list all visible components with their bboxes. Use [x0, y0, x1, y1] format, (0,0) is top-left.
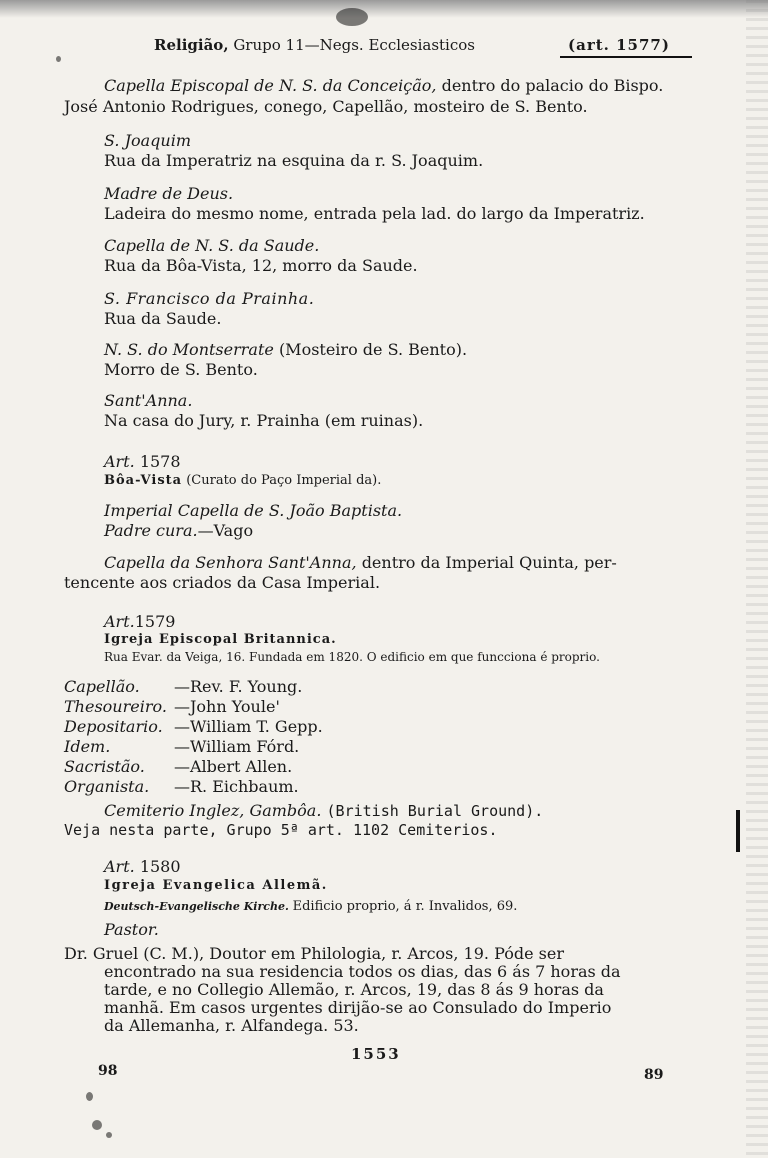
article-label: Art. [104, 452, 135, 471]
staff-name: —R. Eichbaum. [174, 777, 299, 796]
article-heading-1580 [104, 857, 181, 876]
staff-role: Idem. [64, 737, 111, 756]
staff-row [64, 677, 302, 696]
parish-name: Bôa-Vista [104, 473, 183, 488]
page-number-right: 89 [644, 1067, 664, 1083]
entry-title-s-francisco: S. Francisco da Prainha. [104, 289, 315, 308]
entry-address: Morro de S. Bento. [104, 360, 258, 379]
ink-smudge [56, 56, 61, 62]
church-name-britannica: Igreja Episcopal Britannica. [104, 632, 337, 647]
line-padre-cura [104, 521, 253, 540]
staff-row [64, 757, 292, 776]
staff-name: —Albert Allen. [174, 757, 293, 776]
line-chaplain: José Antonio Rodrigues, conego, Capellão, mosteiro de S. Bento. [64, 97, 588, 116]
pastor-paragraph-line: encontrado na sua residencia todos os dias, das 6 ás 7 horas da [104, 962, 621, 981]
staff-name: —William Fórd. [174, 737, 300, 756]
staff-role: Sacristão. [64, 757, 145, 776]
entry-title-capella-saude: Capella de N. S. da Saude. [104, 236, 320, 255]
staff-row [64, 717, 323, 736]
entry-title-s-joaquim: S. Joaquim [104, 131, 191, 150]
entry-title: Capella Episcopal de N. S. da Conceição, [104, 76, 437, 95]
staff-name: —William T. Gepp. [174, 717, 323, 736]
pastor-paragraph-line: manhã. Em casos urgentes dirijão-se ao Consulado do Imperio [104, 998, 612, 1017]
entry-title: N. S. do Montserrate [104, 340, 274, 359]
staff-row [64, 777, 299, 796]
staff-name: —John Youle' [174, 697, 280, 716]
line-boa-vista [104, 473, 381, 488]
pastor-paragraph-line: tarde, e no Collegio Allemão, r. Arcos, 19, das 8 ás 9 horas da [104, 980, 604, 999]
header-section: Religião, [154, 36, 229, 54]
staff-name: —Rev. F. Young. [174, 677, 303, 696]
ink-smudge [106, 1132, 112, 1138]
entry-text: (British Burial Ground). [326, 802, 544, 820]
staff-role: Depositario. [64, 717, 163, 736]
entry-text: (Mosteiro de S. Bento). [278, 340, 468, 359]
pastor-paragraph-line: da Allemanha, r. Alfandega. 53. [104, 1016, 359, 1035]
running-header [154, 36, 475, 54]
entry-title: Capella da Senhora Sant'Anna, [104, 553, 357, 572]
page-number-center: 1553 [351, 1045, 401, 1063]
article-number: 1578 [139, 452, 181, 471]
church-name-evangelica: Igreja Evangelica Allemã. [104, 878, 328, 893]
ink-smudge [336, 8, 368, 26]
page-number-left: 98 [98, 1063, 118, 1079]
entry-title-santanna: Sant'Anna. [104, 391, 193, 410]
parish-note: (Curato do Paço Imperial da). [186, 473, 382, 488]
line-deutsch-kirche [104, 899, 517, 914]
cross-reference: Veja nesta parte, Grupo 5ª art. 1102 Cemiterios. [64, 821, 498, 839]
line-capella-senhora [104, 553, 617, 572]
line-montserrate [104, 340, 467, 359]
header-article: (art. 1577) [568, 36, 670, 54]
article-label: Art. [104, 857, 135, 876]
entry-title-madre-de-deus: Madre de Deus. [104, 184, 234, 203]
staff-row [64, 697, 280, 716]
line-capella-episcopal [104, 76, 663, 95]
staff-row [64, 737, 299, 756]
role-label: Padre cura. [104, 521, 198, 540]
article-heading-1578 [104, 452, 181, 471]
entry-title-imperial-capella: Imperial Capella de S. João Baptista. [104, 501, 403, 520]
scan-top-edge [0, 0, 768, 18]
article-number: 1579 [134, 612, 176, 631]
article-label: Art. [104, 612, 135, 631]
article-heading-1579 [104, 612, 175, 631]
margin-mark [736, 810, 740, 852]
pastor-paragraph-line: Dr. Gruel (C. M.), Doutor em Philologia, r. Arcos, 19. Póde ser [64, 944, 564, 963]
scan-right-edge [746, 0, 768, 1158]
entry-text: dentro do palacio do Bispo. [441, 76, 664, 95]
entry-text-continued: tencente aos criados da Casa Imperial. [64, 573, 381, 592]
church-address-britannica: Rua Evar. da Veiga, 16. Fundada em 1820. O edificio em que funcciona é proprio. [104, 650, 600, 664]
staff-role: Organista. [64, 777, 150, 796]
entry-title: Cemiterio Inglez, Gambôa. [104, 801, 322, 820]
line-cemiterio [104, 801, 543, 820]
role-value: —Vago [197, 521, 254, 540]
entry-address: Na casa do Jury, r. Prainha (em ruinas). [104, 411, 424, 430]
staff-role: Thesoureiro. [64, 697, 167, 716]
staff-role: Capellão. [64, 677, 140, 696]
entry-address: Ladeira do mesmo nome, entrada pela lad. do largo da Imperatriz. [104, 204, 645, 223]
article-number: 1580 [139, 857, 181, 876]
header-rule [560, 56, 692, 58]
ink-smudge [92, 1120, 102, 1130]
entry-address: Rua da Imperatriz na esquina da r. S. Joaquim. [104, 151, 484, 170]
header-group: Grupo 11—Negs. Ecclesiasticos [233, 36, 475, 54]
role-pastor: Pastor. [104, 920, 159, 939]
entry-text: dentro da Imperial Quinta, per- [361, 553, 617, 572]
german-name: Deutsch-Evangelische Kirche. [104, 900, 289, 913]
ink-smudge [86, 1092, 93, 1101]
entry-address: Rua da Bôa-Vista, 12, morro da Saude. [104, 256, 418, 275]
church-address-evangelica: Edificio proprio, á r. Invalidos, 69. [292, 899, 518, 914]
entry-address: Rua da Saude. [104, 309, 222, 328]
